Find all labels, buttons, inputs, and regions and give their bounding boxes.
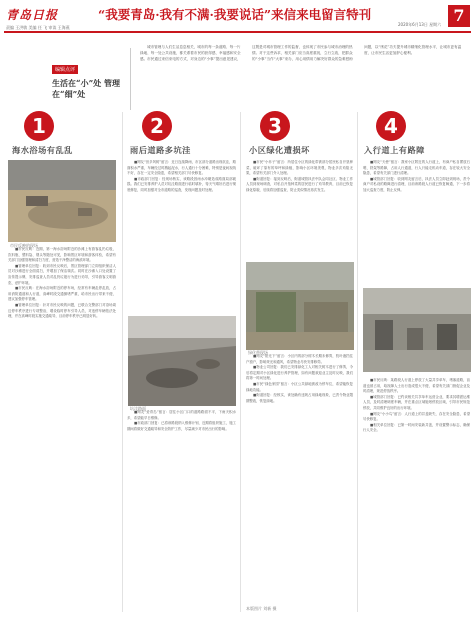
section-2-title: 雨后道路多坑洼 bbox=[130, 145, 191, 155]
section-4-body-bottom bbox=[363, 378, 470, 612]
commentary-label: 编辑点评 bbox=[52, 65, 78, 74]
section-3-body-bottom bbox=[246, 354, 353, 612]
photo-sidewalk bbox=[363, 288, 471, 372]
section-4-paragraph: ■城管部门回复：收到网友留言后，执法人员立即赶到现场，责令商户对私设的路障进行清理，目前该路段人行道已恢复畅通，下一步将加大巡查力度，防止反弹。 bbox=[363, 176, 470, 192]
photo-caption: 坑洼路面 bbox=[130, 406, 146, 411]
commentary-body: 城市管理与人们生活息息相关，城市的每一条道路、每一片绿地、每一处公共设施，都关系着市民的获得感、幸福感和安全感。市民通过来信来电的方式，对身边的“小事”提出意见建议，这既是对城市管理工作的监督，也体现了市民参与城市治理的热情。对于这些诉求，相关部门应当高度重视，立行立改，把群众的“小事”当作“大事”来办，用心用情用力解决好群众的急难愁盼问题，以“绣花”功夫提升城市精细化管理水平，让城市更有温度，让市民生活更加舒心便利。 bbox=[140, 45, 462, 61]
section-3-paragraph: ■市民“小乔子”留言：所居住小区的绿化带被部分居民私自开垦种菜，破坏了原有的草坪和绿植，影响小区环境美观，物业多次劝阻无果，希望有关部门介入处理。 bbox=[246, 160, 353, 176]
photo-beach bbox=[8, 160, 116, 242]
section-1-paragraph: ■市民反映：在海水浴场附近的停车场，经常有车辆乱停乱放，占用消防通道和人行道，高峰时段交通拥堵严重，给市民出行带来不便，建议加强停车管理。 bbox=[8, 286, 116, 302]
page-number: 7 bbox=[448, 5, 470, 27]
section-2-paragraph: ■网友“爱青岛”留言：居住小区门口的道路路面不平，下雨天积水多，希望能早日维修。 bbox=[127, 410, 236, 420]
photo-caption: 绿化带现场 bbox=[248, 350, 268, 355]
commentary-divider bbox=[130, 48, 131, 110]
section-1-title: 海水浴场有乱乱 bbox=[12, 145, 73, 155]
commentary-box bbox=[52, 56, 122, 104]
section-1-paragraph: ■管理单位回复：针对市民反映的问题，已联合交警部门对浴场周边停车秩序进行专项整治，增设临时停车引导人员，对违停车辆依法处理，并在高峰时段实施交通疏导，目前停车秩序已明显好转。 bbox=[8, 302, 116, 319]
section-4-paragraph: ■网友“小小鸟”留言：人行道上的井盖缺失，存在安全隐患，希望尽快修复。 bbox=[363, 411, 470, 422]
section-4-body-top bbox=[363, 160, 470, 288]
section-2-paragraph: ■市政部门回复：已将该路段纳入维修计划，近期将组织施工，施工期间将做好交通疏导和安全防护工作，尽量减少对市民出行的影响。 bbox=[127, 421, 236, 431]
section-2-number: 2 bbox=[142, 111, 172, 141]
section-1-paragraph: ■市民反映：近期，第一海水浴场附近的沙滩上有游客乱扔垃圾，饮料瓶、塑料袋、烟头等随处可见，影响景区环境和游客体验，希望有关部门加强管理和清扫力度，营造干净整洁的海滨环境。 bbox=[8, 247, 116, 263]
section-1-paragraph: ■管理单位回复：收到市民反映后，景区管理部门立即组织保洁人员对沙滩进行全面清扫，并增加了保洁频次。同时在沙滩入口处设置了宣传提示牌，安排巡查人员对乱扔垃圾行为进行劝导，引导游客文明游览、爱护环境。 bbox=[8, 263, 116, 285]
section-3-title: 小区绿化遭损坏 bbox=[249, 145, 310, 155]
section-4-title: 入行道上有路障 bbox=[364, 145, 425, 155]
section-3-paragraph: ■物业公司回复：我们已安排绿化工人对相关树木进行了修剪，今后将定期对小区绿化进行养护管理，如有问题欢迎业主及时反映，我们将第一时间处理。 bbox=[246, 365, 353, 381]
photo-byline: 本版图片 刘新 摄 bbox=[246, 606, 277, 611]
column-divider bbox=[240, 112, 241, 612]
commentary-title: 生活在“小”处 管理在“细”处 bbox=[52, 78, 120, 99]
section-4-paragraph: ■城管部门回复：已约谈相关共享单车运营企业，要求其增派运维人员，及时清理调度车辆，并在重点区域施划停放区域，引导市民规范停放，共同维护良好的出行环境。 bbox=[363, 394, 470, 410]
column-divider bbox=[357, 112, 358, 612]
photo-caption: 市民反映的现场 bbox=[10, 243, 38, 248]
section-3-paragraph: ■市民“绿色家园”留言：小区公共绿地被改为停车位，希望能恢复绿地功能。 bbox=[246, 381, 353, 392]
section-3-paragraph: ■街道回复：经核实，该处确有违规占用绿地现象，已责令物业限期整改，恢复绿地。 bbox=[246, 393, 353, 403]
section-2-paragraph: ■市政部门回复：经现场核实，该路段因雨水冲刷造成路面局部破损。我们已安排养护人员对坑洼路面进行临时填补，待天气晴好后进行彻底修复，同时加强对全市道路的巡查，发现问题及时处理。 bbox=[127, 176, 236, 192]
column-divider bbox=[122, 112, 123, 612]
section-1-number: 1 bbox=[24, 111, 54, 141]
section-3-paragraph: ■网友“阳光下”留言：小区内的部分树木长期未修剪，枝叶遮挡住户窗户，影响采光和通风，希望物业尽快安排修剪。 bbox=[246, 354, 353, 364]
masthead-rule bbox=[4, 31, 471, 33]
photo-road bbox=[128, 316, 236, 406]
section-4-paragraph: ■网友“天使”留言：我家小区附近的人行道上，有商户私自摆放石墩、铁架等路障，占用人行通道，行人只能走机动车道，存在较大安全隐患，希望有关部门进行清理。 bbox=[363, 160, 470, 176]
section-2-body-bottom bbox=[127, 410, 236, 610]
masthead bbox=[0, 0, 475, 34]
section-3-number: 3 bbox=[260, 111, 290, 141]
photo-greenery bbox=[246, 262, 354, 350]
section-4-paragraph: ■市民反映：某路段人行道上停放了大量共享单车，堵塞道路，盲道也被占用，给视障人士出行造成很大不便，希望有关部门督促企业及时清理，规范停放秩序。 bbox=[363, 378, 470, 394]
section-1-body bbox=[8, 247, 116, 613]
section-2-paragraph: ■网友“田多风树”留言：近日连续降雨，市区部分道路出现坑洼，路面积水严重，车辆经过时溅起泥水，行人通行十分困难，特别是夜间视线不好，存在一定安全隐患，希望相关部门尽快修复。 bbox=[127, 160, 236, 176]
issue-date: 2020年6月13日 星期六 bbox=[398, 22, 442, 27]
page-headline: “我要青岛·我有不满·我要说话”来信来电留言特刊 bbox=[98, 7, 372, 22]
section-3-paragraph: ■街道回复：接到反映后，街道城管执法中队会同社区、物业工作人员到现场调查，对私自开垦种菜的居民进行了劝导教育，目前已恢复绿化原貌，后续将加强巡查，防止类似情况再次发生。 bbox=[246, 176, 353, 192]
section-4-number: 4 bbox=[376, 111, 406, 141]
section-4-paragraph: ■相关单位回复：已第一时间安装新井盖，并设置警示标志，确保行人安全。 bbox=[363, 422, 470, 433]
newspaper-logo: 青岛日报 bbox=[6, 8, 59, 22]
editor-credits: 责编 王洪敏 美编 任 飞 审读 王海燕 bbox=[6, 25, 70, 30]
